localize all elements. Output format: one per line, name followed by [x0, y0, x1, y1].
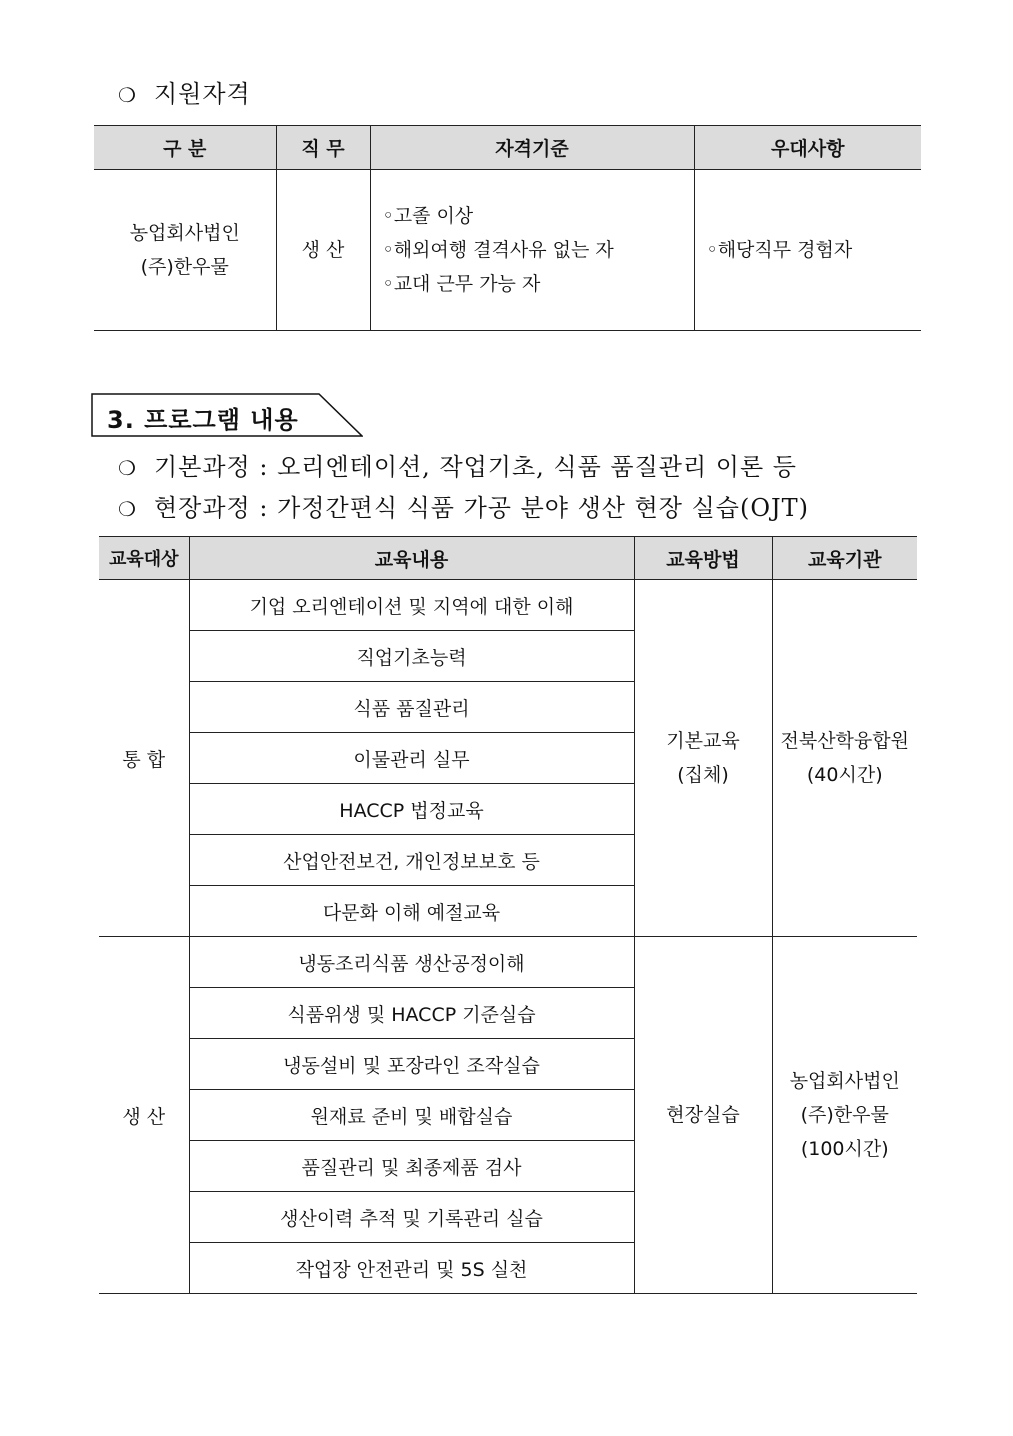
method-line: 현장실습: [666, 1104, 740, 1126]
category-cell: [94, 170, 276, 331]
institution-line: 농업회사법인: [789, 1070, 900, 1092]
institution-line: (100시간): [800, 1138, 889, 1160]
header-institution: 교육기관: [772, 537, 917, 580]
institution-line: 전북산학융합원: [780, 730, 909, 752]
institution-line: (주)한우물: [800, 1104, 889, 1126]
target-cell: 생 산: [99, 937, 189, 1294]
criteria-item: ◦고졸 이상: [382, 205, 474, 227]
program-table: [99, 536, 917, 1294]
header-job: 직 무: [276, 126, 370, 170]
circle-bullet-icon: ❍: [118, 497, 137, 521]
criteria-item: ◦교대 근무 가능 자: [382, 273, 541, 295]
target-cell: 통 합: [99, 580, 189, 937]
table-row: [99, 580, 917, 631]
qualification-row: [94, 170, 921, 331]
header-target: 교육대상: [99, 537, 189, 580]
table-row: [99, 937, 917, 988]
header-method: 교육방법: [634, 537, 772, 580]
content-cell: HACCP 법정교육: [189, 784, 634, 835]
section-title: 3. 프로그램 내용: [107, 406, 299, 434]
content-cell: 냉동설비 및 포장라인 조작실습: [189, 1039, 634, 1090]
header-content: 교육내용: [189, 537, 634, 580]
section-title-box: [91, 393, 363, 437]
job-cell: 생 산: [276, 170, 370, 331]
institution-cell: [772, 937, 917, 1294]
preference-cell: ◦해당직무 경험자: [694, 170, 921, 331]
content-cell: 품질관리 및 최종제품 검사: [189, 1141, 634, 1192]
program-header-row: [99, 537, 917, 580]
content-cell: 식품위생 및 HACCP 기준실습: [189, 988, 634, 1039]
institution-cell: [772, 580, 917, 937]
qualification-heading: ❍ 지원자격: [118, 80, 251, 108]
content-cell: 기업 오리엔테이션 및 지역에 대한 이해: [189, 580, 634, 631]
content-cell: 이물관리 실무: [189, 733, 634, 784]
method-line: 기본교육: [666, 730, 740, 752]
category-line: 농업회사법인: [129, 222, 240, 244]
method-cell: [634, 937, 772, 1294]
header-preference: 우대사항: [694, 126, 921, 170]
method-cell: [634, 580, 772, 937]
criteria-cell: [370, 170, 694, 331]
content-cell: 냉동조리식품 생산공정이해: [189, 937, 634, 988]
program-bullet-basic: ❍ 기본과정 : 오리엔테이션, 작업기초, 식품 품질관리 이론 등: [118, 453, 797, 481]
content-cell: 원재료 준비 및 배합실습: [189, 1090, 634, 1141]
content-cell: 다문화 이해 예절교육: [189, 886, 634, 937]
header-criteria: 자격기준: [370, 126, 694, 170]
header-category: 구 분: [94, 126, 276, 170]
criteria-item: ◦해외여행 결격사유 없는 자: [382, 239, 614, 261]
content-cell: 작업장 안전관리 및 5S 실천: [189, 1243, 634, 1294]
circle-bullet-icon: ❍: [118, 83, 137, 107]
program-bullet-field: ❍ 현장과정 : 가정간편식 식품 가공 분야 생산 현장 실습(OJT): [118, 494, 810, 522]
content-cell: 직업기초능력: [189, 631, 634, 682]
institution-line: (40시간): [806, 764, 883, 786]
category-line: (주)한우물: [140, 256, 229, 278]
content-cell: 산업안전보건, 개인정보보호 등: [189, 835, 634, 886]
qualification-table: [94, 125, 921, 331]
method-line: (집체): [677, 764, 729, 786]
content-cell: 생산이력 추적 및 기록관리 실습: [189, 1192, 634, 1243]
qualification-header-row: [94, 126, 921, 170]
content-cell: 식품 품질관리: [189, 682, 634, 733]
circle-bullet-icon: ❍: [118, 456, 137, 480]
